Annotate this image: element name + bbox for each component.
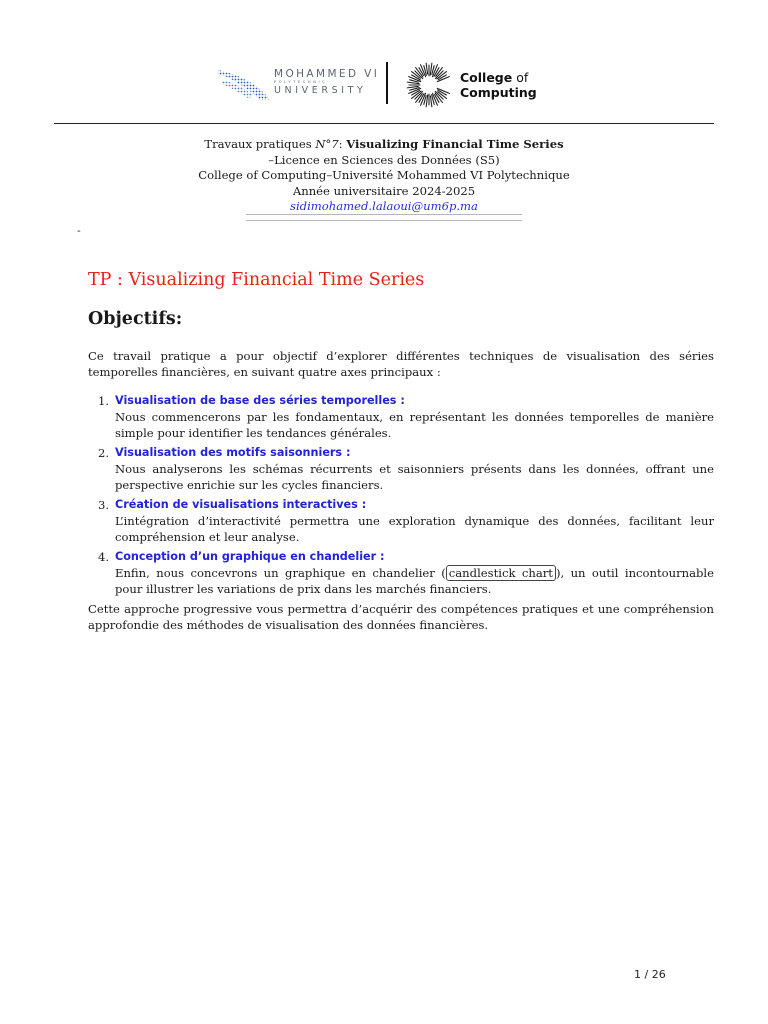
tp-number: N°7 [315,137,339,151]
objectives-heading: Objectifs: [88,309,183,329]
list-item [88,549,714,597]
conclusion-paragraph: Cette approche progressive vous permettra d’acquérir des compétences pratiques et une compréhension approfondie des méthodes de visualisation des données financières. [88,602,714,632]
list-item [88,445,714,493]
item-description: Nous analyserons les schémas récurrents et saisonniers présents dans les données, offrant une perspective enrichie sur les cycles financiers. [115,462,714,492]
coc-word-computing: Computing [460,85,537,100]
item-description-end: ), un outil incontournable pour illustrer les variations de prix dans les marchés financiers. [115,566,714,596]
tp-prefix: Travaux pratiques [204,137,316,151]
item-number: 1. [98,394,110,408]
objectives-list [88,393,714,597]
item-title: Visualisation des motifs saisonniers : [115,446,351,459]
um6p-logo-line2: POLYTECHNIC [274,80,328,84]
list-item [88,393,714,441]
header-rule [54,123,714,124]
intro-paragraph: Ce travail pratique a pour objectif d’explorer différentes techniques de visualisation des séries temporelles financières, en suivant quatre axes principaux : [88,349,714,379]
title-block [0,137,768,215]
um6p-logo-mark [216,66,272,102]
item-number: 4. [98,550,110,564]
item-title: Création de visualisations interactives : [115,498,367,511]
candlestick-chart-link[interactable]: candlestick chart [446,565,556,581]
title-line-3: College of Computing–Université Mohammed VI Polytechnique [198,168,570,182]
coc-word-college: College [460,70,513,85]
header-logos [216,62,556,110]
item-title: Visualisation de base des séries temporelles : [115,394,405,407]
item-description: L’intégration d’interactivité permettra une exploration dynamique des données, facilitant leur compréhension et leur analyse. [115,514,714,544]
item-description: Nous commencerons par les fondamentaux, en représentant les données temporelles de manière simple pour identifier les tendances générales. [115,410,714,440]
logo-divider [386,62,388,104]
coc-word-of: of [516,70,529,85]
title-line-1 [0,137,768,153]
dash-mark: - [77,224,81,237]
title-line-4: Année universitaire 2024-2025 [292,183,476,198]
author-email-link[interactable]: sidimohamed.lalaoui@um6p.ma [290,199,478,213]
tp-name: Visualizing Financial Time Series [346,137,564,151]
um6p-logo-line3: UNIVERSITY [274,85,367,96]
item-number: 2. [98,446,110,460]
item-number: 3. [98,498,110,512]
college-of-computing-logo-mark [406,62,452,108]
list-item [88,497,714,545]
tp-separator: : [338,137,347,151]
tp-heading: TP : Visualizing Financial Time Series [88,270,425,290]
um6p-logo-text [274,68,379,96]
page-number: 1 / 26 [634,968,666,981]
college-of-computing-logo-text [460,70,537,100]
um6p-logo-line1: MOHAMMED VI [274,68,380,80]
item-description [115,565,714,597]
title-double-rule [246,214,522,221]
objectives-content [88,348,714,633]
item-description-start: Enfin, nous concevrons un graphique en chandelier ( [115,566,446,580]
item-title: Conception d’un graphique en chandelier : [115,550,385,563]
title-line-2: –Licence en Sciences des Données (S5) [268,152,500,167]
